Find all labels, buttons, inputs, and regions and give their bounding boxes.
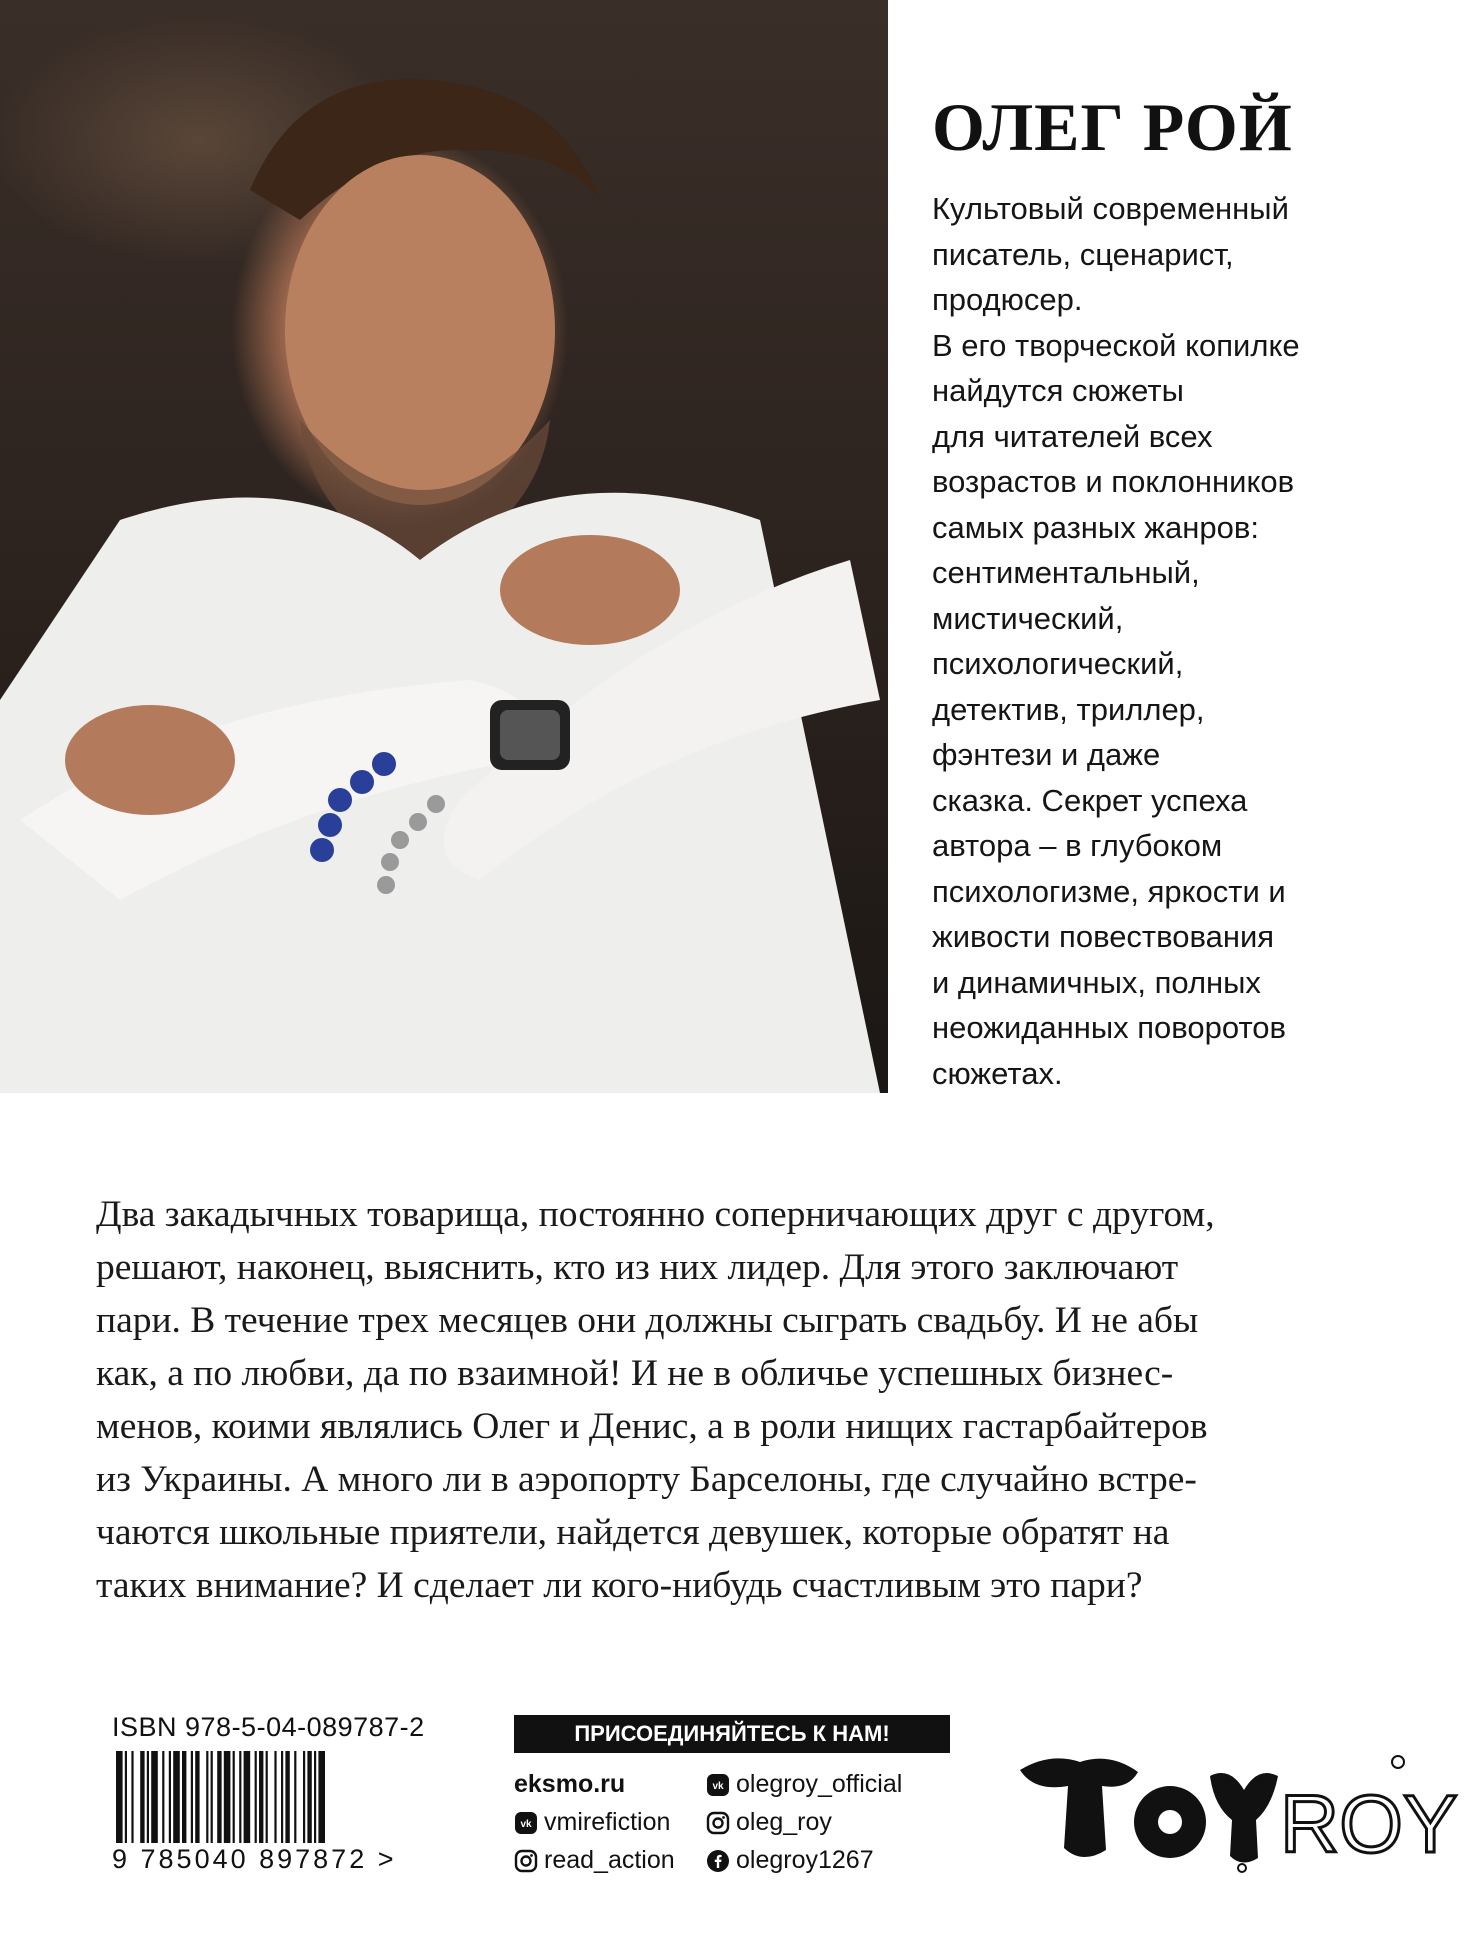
bio-line: Культовый современный	[932, 191, 1289, 226]
bio-line: детектив, триллер,	[932, 691, 1205, 727]
bio-line: психологизме, яркости и	[932, 873, 1286, 909]
logo-roy-text: ROY	[1280, 1779, 1458, 1870]
annotation-line: из Украины. А много ли в аэропорту Барселоны, где случайно встре-	[96, 1459, 1197, 1500]
bio-line: продюсер.	[932, 282, 1083, 317]
author-photo	[0, 0, 888, 1093]
barcode-bar	[116, 1751, 123, 1843]
bio-line: найдутся сюжеты	[932, 373, 1184, 408]
barcode-bar	[211, 1751, 213, 1843]
barcode-bar	[147, 1751, 149, 1843]
barcode-bar	[182, 1751, 186, 1843]
barcode-bar	[224, 1751, 231, 1843]
barcode-bar	[239, 1751, 241, 1843]
barcode-bar	[285, 1751, 289, 1843]
instagram-handle: read_action	[544, 1846, 675, 1874]
barcode-bar	[162, 1751, 164, 1843]
vk-handle: olegroy_official	[736, 1770, 903, 1798]
barcode	[116, 1751, 456, 1843]
barcode-bar	[217, 1751, 221, 1843]
bio-line: мистический,	[932, 600, 1124, 636]
vk-icon	[514, 1811, 538, 1835]
bio-line: В его творческой копилке	[932, 327, 1300, 363]
isbn-block	[112, 1712, 482, 1875]
portrait-illustration	[0, 0, 888, 1093]
barcode-bar	[294, 1751, 296, 1843]
barcode-bar	[266, 1751, 268, 1843]
barcode-bar	[259, 1751, 263, 1843]
bio-line: психологический,	[932, 646, 1184, 681]
barcode-bar	[169, 1751, 171, 1843]
annotation-line: таких внимание? И сделает ли кого-нибудь счастливым это пари?	[96, 1565, 1143, 1606]
svg-text:vk: vk	[520, 1818, 532, 1830]
bio-line: возрастов и поклонников	[932, 464, 1295, 499]
author-name: ОЛЕГ РОЙ	[932, 89, 1293, 165]
bio-line: фэнтези и даже	[932, 737, 1161, 772]
annotation-line: Два закадычных товарища, постоянно соперничающих друг с другом,	[96, 1194, 1215, 1235]
author-bio	[932, 186, 1432, 1096]
barcode-bar	[173, 1751, 180, 1843]
vk-icon	[706, 1773, 730, 1797]
isbn-label: ISBN 978-5-04-089787-2	[112, 1712, 425, 1742]
facebook-icon	[706, 1849, 730, 1873]
site-link[interactable]	[514, 1770, 625, 1799]
bio-line: писатель, сценарист,	[932, 236, 1234, 272]
barcode-bar	[131, 1751, 133, 1843]
bio-line: сюжетах.	[932, 1055, 1063, 1091]
barcode-bar	[151, 1751, 158, 1843]
annotation-line: пари. В течение трех месяцев они должны сыграть свадьбу. И не абы	[96, 1300, 1199, 1341]
bio-line: сентиментальный,	[932, 555, 1200, 590]
facebook-link[interactable]	[706, 1846, 874, 1875]
barcode-bar	[195, 1751, 199, 1843]
annotation-line: как, а по любви, да по взаимной! И не в обличье успешных бизнес-	[96, 1353, 1174, 1394]
annotation-line: чаются школьные приятели, найдется девушек, которые обратят на	[96, 1512, 1170, 1553]
join-us-banner: ПРИСОЕДИНЯЙТЕСЬ К НАМ!	[514, 1715, 950, 1753]
instagram-link-right[interactable]	[706, 1808, 832, 1837]
instagram-icon	[706, 1811, 730, 1835]
bio-line: автора – в глубоком	[932, 828, 1223, 863]
barcode-bar	[303, 1751, 305, 1843]
annotation-line: решают, наконец, выяснить, кто из них лидер. Для этого заключают	[96, 1247, 1179, 1288]
barcode-bar	[255, 1751, 257, 1843]
facebook-handle: olegroy1267	[736, 1846, 874, 1874]
barcode-bar	[244, 1751, 251, 1843]
site-label: eksmo.ru	[514, 1770, 626, 1798]
barcode-bar	[140, 1751, 144, 1843]
bio-line: для читателей всех	[932, 418, 1213, 454]
toyroy-logo	[1010, 1740, 1458, 1880]
vk-link-right[interactable]	[706, 1770, 902, 1799]
vk-handle: vmirefiction	[544, 1808, 671, 1836]
bio-line: самых разных жанров:	[932, 509, 1259, 545]
barcode-bar	[206, 1751, 208, 1843]
bio-line: неожиданных поворотов	[932, 1010, 1287, 1045]
barcode-bar	[191, 1751, 193, 1843]
instagram-handle: oleg_roy	[736, 1808, 832, 1836]
svg-text:vk: vk	[712, 1780, 724, 1792]
barcode-digits: 9 785040 897872 >	[112, 1844, 397, 1874]
barcode-bar	[318, 1751, 325, 1843]
barcode-bar	[314, 1751, 316, 1843]
bio-line: и динамичных, полных	[932, 964, 1261, 1000]
instagram-icon	[514, 1849, 538, 1873]
instagram-link-left[interactable]	[514, 1846, 675, 1875]
barcode-bar	[307, 1751, 311, 1843]
barcode-bar	[281, 1751, 283, 1843]
annotation-line: менов, коими являлись Олег и Денис, а в роли нищих гастарбайтеров	[96, 1406, 1208, 1447]
book-annotation	[96, 1188, 1396, 1612]
vk-link-left[interactable]	[514, 1808, 670, 1837]
bio-line: сказка. Секрет успеха	[932, 782, 1248, 818]
barcode-bar	[274, 1751, 276, 1843]
barcode-bar	[125, 1751, 127, 1843]
bio-line: живости повествования	[932, 919, 1275, 954]
barcode-bar	[233, 1751, 235, 1843]
